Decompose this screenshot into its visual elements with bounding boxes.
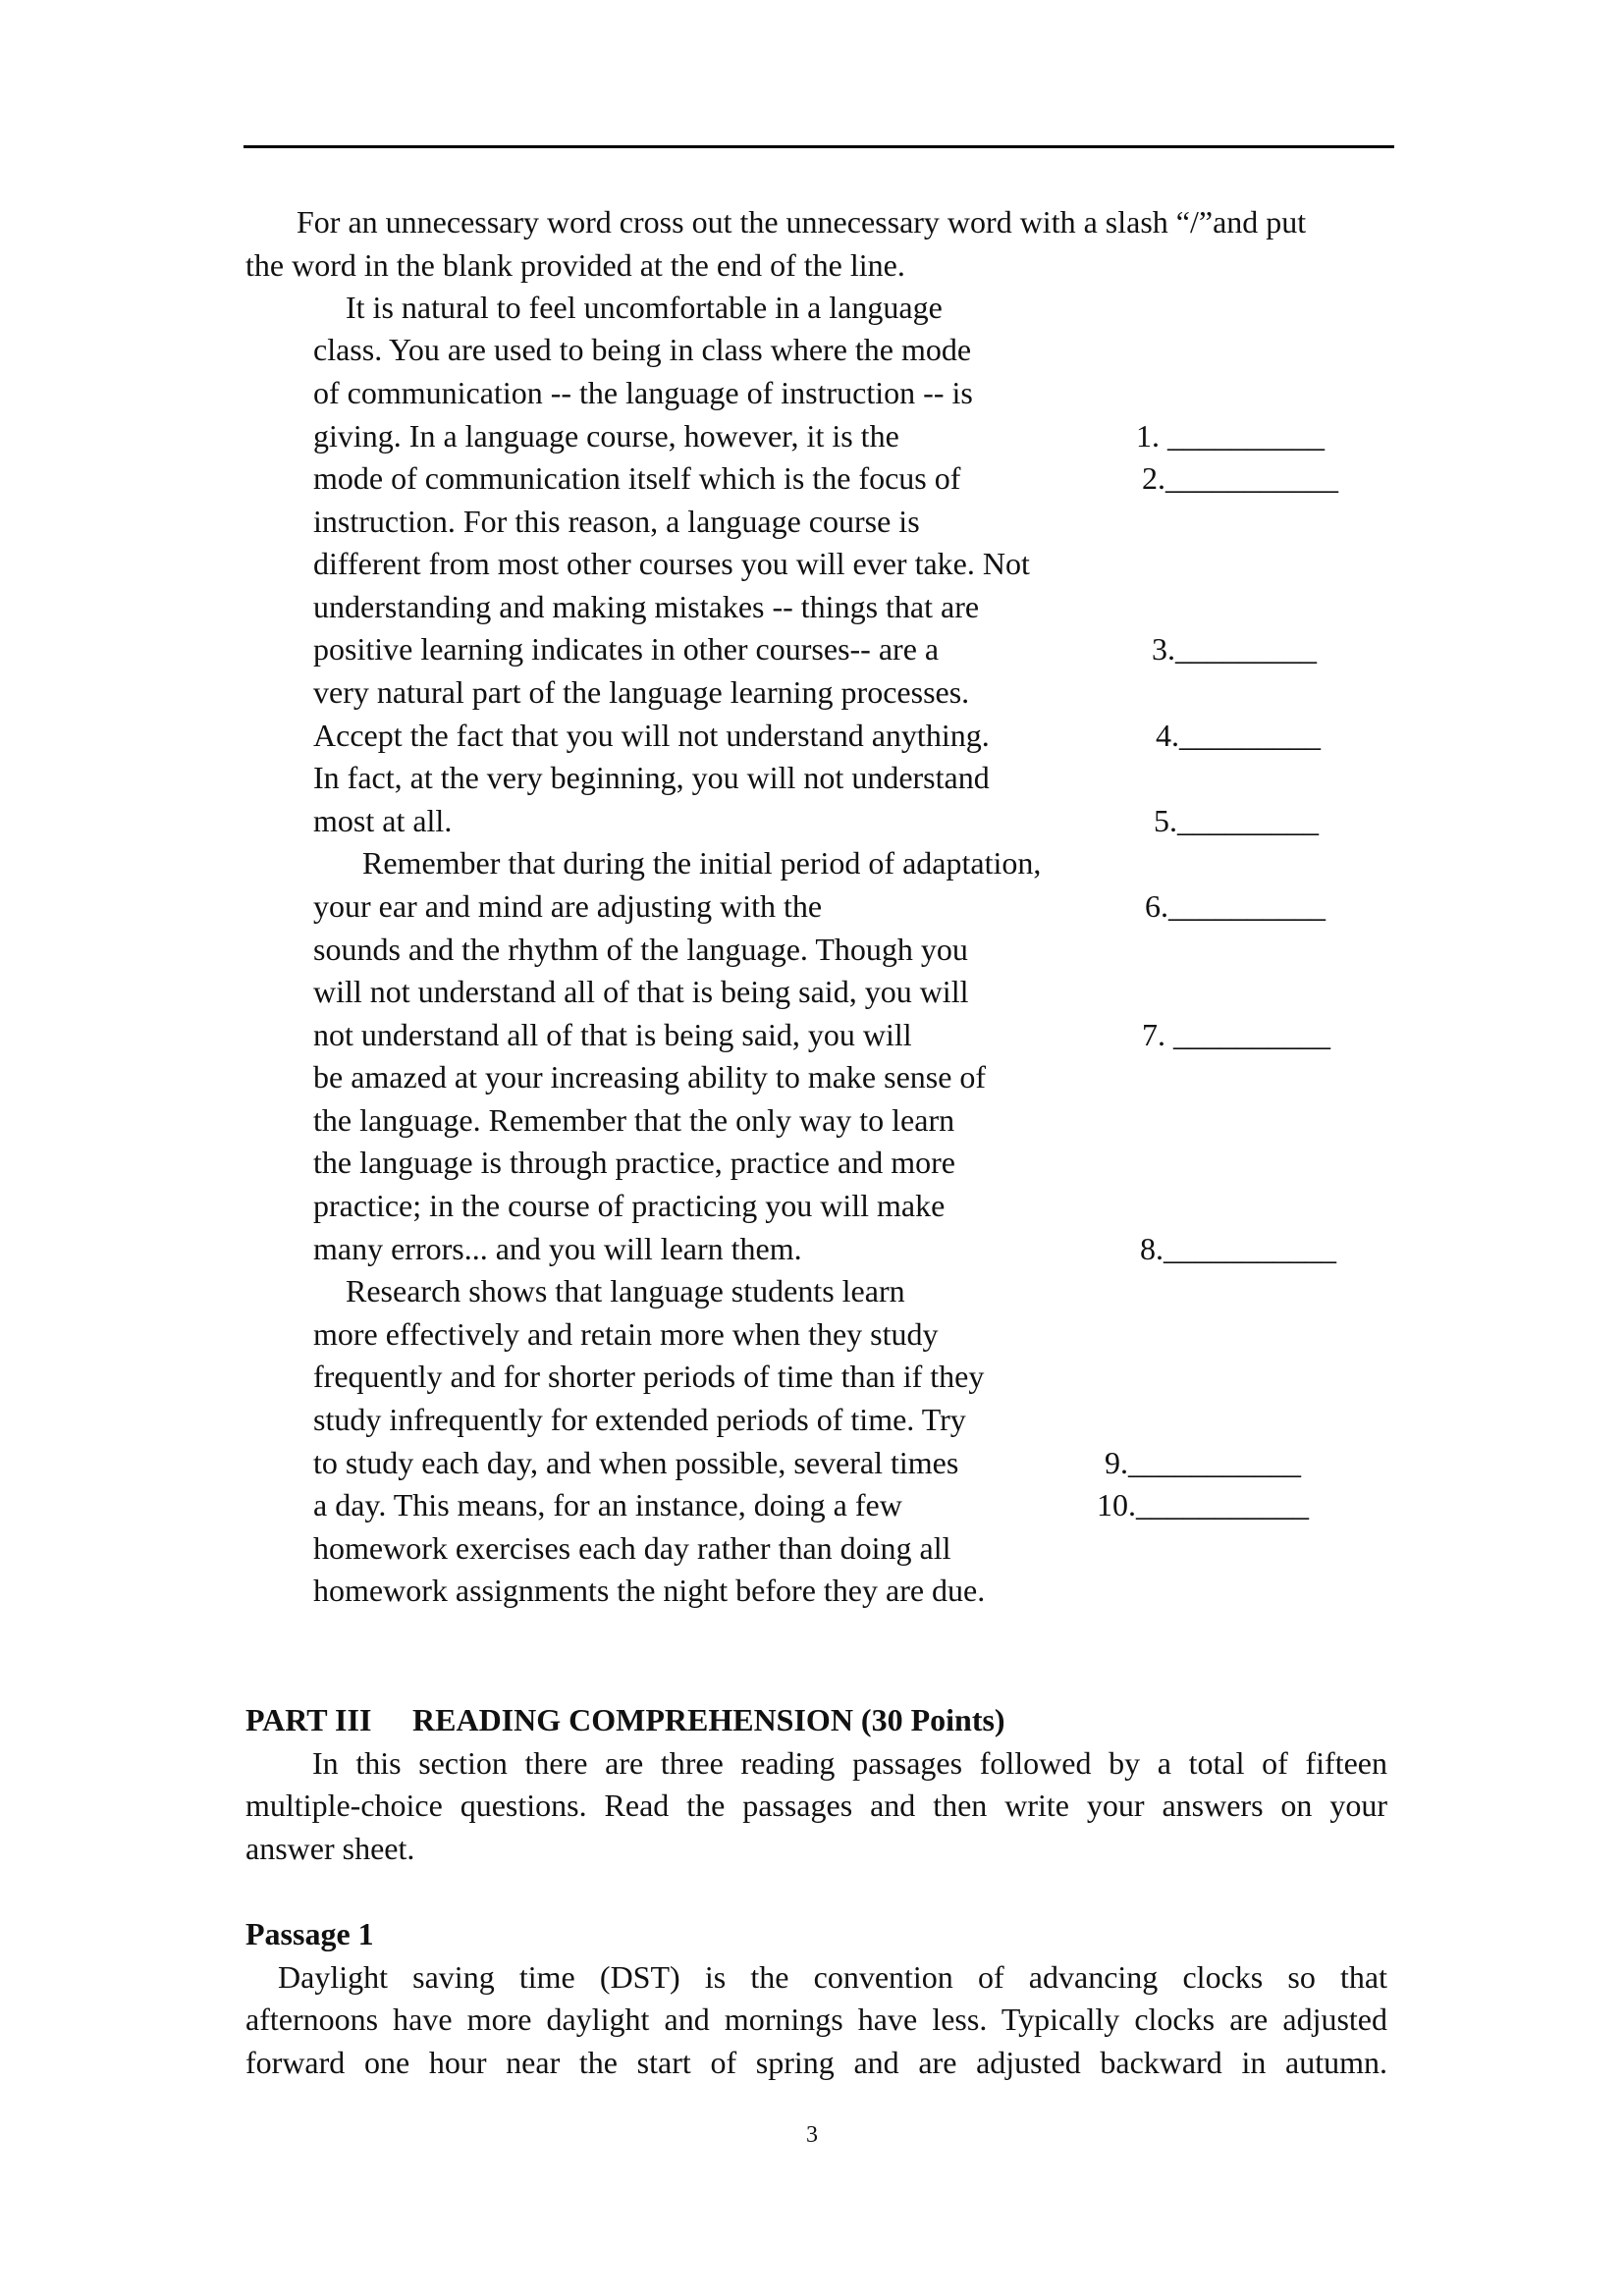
answer-blank-8[interactable]: 8.___________ [1140, 1231, 1336, 1266]
passage-line: many errors... and you will learn them. [313, 1231, 802, 1266]
passage-line: mode of communication itself which is the focus of [313, 460, 961, 496]
passage-line: class. You are used to being in class where the mode [313, 332, 972, 367]
answer-blank-2[interactable]: 2.___________ [1142, 460, 1338, 496]
passage-line: to study each day, and when possible, several times [313, 1445, 959, 1480]
passage-line: of communication -- the language of instruction -- is [313, 375, 973, 410]
answer-blank-7[interactable]: 7. __________ [1142, 1017, 1330, 1052]
passage-line: different from most other courses you will ever take. Not [313, 546, 1030, 581]
passage-line: understanding and making mistakes -- things that are [313, 589, 980, 624]
answer-blank-9[interactable]: 9.___________ [1105, 1445, 1301, 1480]
passage-line: Research shows that language students learn [346, 1273, 905, 1308]
answer-blank-4[interactable]: 4._________ [1156, 718, 1321, 753]
passage-line: the language is through practice, practice and more [313, 1145, 955, 1180]
passage-line: your ear and mind are adjusting with the [313, 888, 823, 924]
passage-line: In fact, at the very beginning, you will not understand [313, 760, 990, 795]
part3-intro-line-1: In this section there are three reading passages followed by a total of fifteen [312, 1745, 1387, 1781]
passage-line: Accept the fact that you will not understand anything. [313, 718, 990, 753]
passage1-line-1: Daylight saving time (DST) is the convention of advancing clocks so that [278, 1959, 1387, 1995]
instruction-line-2: the word in the blank provided at the end of the line. [245, 247, 905, 283]
part3-heading-part: PART III [245, 1702, 372, 1737]
passage-line: will not understand all of that is being said, you will [313, 974, 969, 1009]
passage-line: more effectively and retain more when they study [313, 1316, 939, 1352]
passage-line: homework assignments the night before they are due. [313, 1573, 986, 1608]
passage1-heading: Passage 1 [245, 1916, 374, 1951]
passage-line: very natural part of the language learning processes. [313, 674, 970, 710]
passage-line: It is natural to feel uncomfortable in a language [346, 290, 943, 325]
answer-blank-3[interactable]: 3._________ [1152, 631, 1317, 667]
passage-line: the language. Remember that the only way to learn [313, 1102, 955, 1138]
passage1-line-2: afternoons have more daylight and mornings have less. Typically clocks are adjusted [245, 2002, 1387, 2037]
part3-heading-title: READING COMPREHENSION (30 Points) [412, 1702, 1005, 1737]
passage-line: positive learning indicates in other courses-- are a [313, 631, 940, 667]
part3-intro-line-2: multiple-choice questions. Read the passages and then write your answers on your [245, 1788, 1387, 1823]
passage-line: frequently and for shorter periods of time than if they [313, 1359, 985, 1394]
passage-line: not understand all of that is being said, you will [313, 1017, 912, 1052]
answer-blank-6[interactable]: 6.__________ [1145, 888, 1326, 924]
answer-blank-5[interactable]: 5._________ [1154, 803, 1319, 838]
passage1-line-3: forward one hour near the start of spring and are adjusted backward in autumn. [245, 2045, 1387, 2080]
passage-line: Remember that during the initial period of adaptation, [362, 845, 1042, 881]
answer-blank-10[interactable]: 10.___________ [1097, 1487, 1309, 1522]
instruction-line-1: For an unnecessary word cross out the unnecessary word with a slash “/”and put [297, 204, 1307, 240]
passage-line: most at all. [313, 803, 453, 838]
passage-line: sounds and the rhythm of the language. Though you [313, 932, 968, 967]
header-rule [244, 145, 1394, 148]
passage-line: giving. In a language course, however, it is the [313, 418, 899, 454]
passage-line: be amazed at your increasing ability to make sense of [313, 1059, 987, 1095]
passage-line: homework exercises each day rather than doing all [313, 1530, 951, 1566]
part3-intro-line-3: answer sheet. [245, 1831, 415, 1866]
passage-line: instruction. For this reason, a language course is [313, 504, 920, 539]
page-number: 3 [806, 2122, 818, 2148]
passage-line: a day. This means, for an instance, doing a few [313, 1487, 902, 1522]
passage-line: practice; in the course of practicing you will make [313, 1188, 946, 1223]
answer-blank-1[interactable]: 1. __________ [1136, 418, 1325, 454]
passage-line: study infrequently for extended periods of time. Try [313, 1402, 966, 1437]
